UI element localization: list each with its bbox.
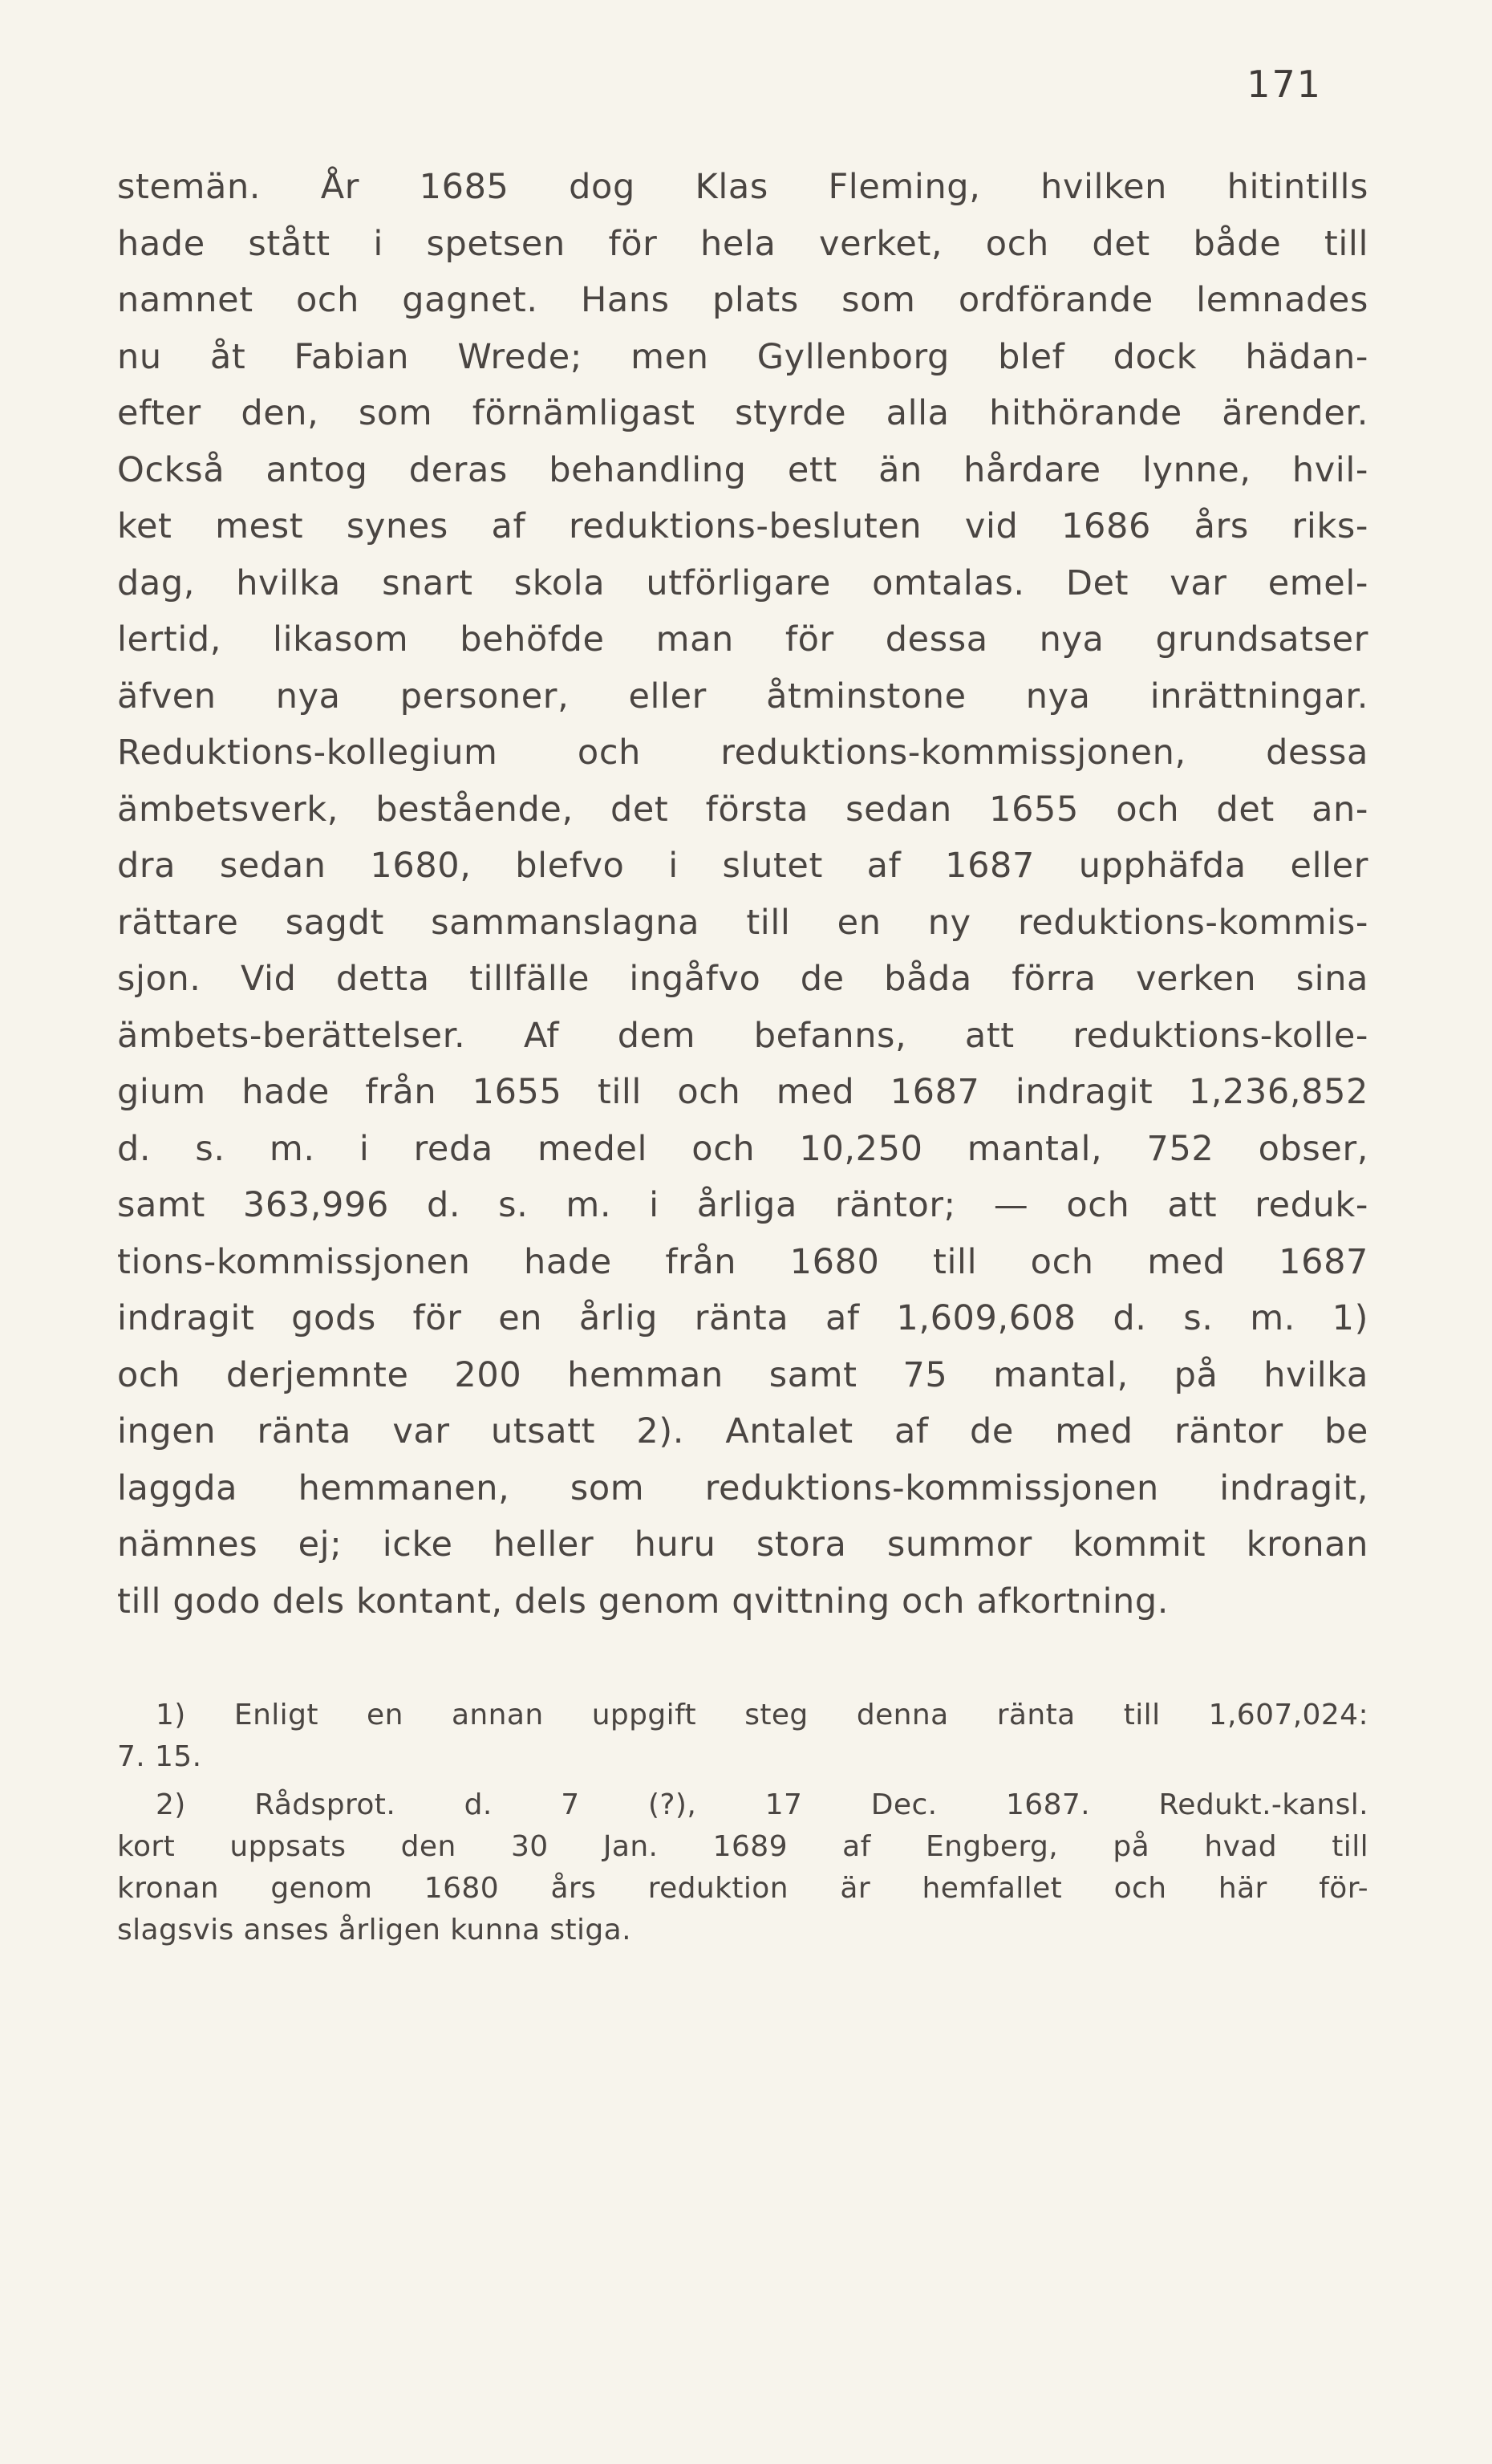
body-line: ämbetsverk, bestående, det första sedan 1655 och det an- (117, 789, 1368, 830)
footnote-2-line: kort uppsats den 30 Jan. 1689 af Engberg, på hvad till (117, 1830, 1368, 1863)
body-line: ämbets-berättelser. Af dem befanns, att reduktions-kolle- (117, 1015, 1368, 1056)
footnote-2-line: slagsvis anses årligen kunna stiga. (117, 1914, 631, 1946)
body-line: Reduktions-kollegium och reduktions-kommissjonen, dessa (117, 733, 1368, 773)
footnotes (117, 1695, 1368, 1951)
body-line: laggda hemmanen, som reduktions-kommissjonen indragit, (117, 1467, 1368, 1508)
body-text (117, 159, 1368, 1630)
body-line: Också antog deras behandling ett än hårdare lynne, hvil- (117, 449, 1368, 490)
page-number: 171 (1247, 63, 1322, 106)
body-line: tions-kommissjonen hade från 1680 till och med 1687 (117, 1241, 1368, 1282)
body-line: nu åt Fabian Wrede; men Gyllenborg blef dock hädan- (117, 336, 1368, 377)
footnote-2-line: kronan genom 1680 års reduktion är hemfallet och här för- (117, 1872, 1368, 1905)
body-line: rättare sagdt sammanslagna till en ny reduktions-kommis- (117, 902, 1368, 943)
body-line: lertid, likasom behöfde man för dessa nya grundsatser (117, 619, 1368, 660)
footnote-1-line: 1) Enligt en annan uppgift steg denna ränta till 1,607,024: (156, 1699, 1368, 1731)
body-line: och derjemnte 200 hemman samt 75 mantal, på hvilka (117, 1354, 1368, 1395)
body-line: stemän. År 1685 dog Klas Fleming, hvilken hitintills (117, 167, 1368, 207)
body-line: d. s. m. i reda medel och 10,250 mantal, 752 obser, (117, 1128, 1368, 1169)
footnote-1-line: 7. 15. (117, 1740, 202, 1773)
body-line: sjon. Vid detta tillfälle ingåfvo de båda förra verken sina (117, 959, 1368, 999)
body-line: namnet och gagnet. Hans plats som ordförande lemnades (117, 280, 1368, 320)
body-line: äfven nya personer, eller åtminstone nya inrättningar. (117, 676, 1368, 716)
footnote-gap (117, 1778, 1368, 1784)
body-line: samt 363,996 d. s. m. i årliga räntor; — och att reduk- (117, 1185, 1368, 1225)
body-line-last: till godo dels kontant, dels genom qvittning och afkortning. (117, 1581, 1170, 1622)
body-line: dra sedan 1680, blefvo i slutet af 1687 upphäfda eller (117, 846, 1368, 886)
body-line: nämnes ej; icke heller huru stora summor kommit kronan (117, 1524, 1368, 1565)
body-line: indragit gods för en årlig ränta af 1,609,608 d. s. m. 1) (117, 1298, 1368, 1338)
body-line: ket mest synes af reduktions-besluten vid 1686 års riks- (117, 506, 1368, 546)
body-line: ingen ränta var utsatt 2). Antalet af de med räntor be (117, 1411, 1368, 1451)
footnote-2-line: 2) Rådsprot. d. 7 (?), 17 Dec. 1687. Redukt.-kansl. (156, 1788, 1368, 1821)
body-line: dag, hvilka snart skola utförligare omtalas. Det var emel- (117, 562, 1368, 603)
body-line: efter den, som förnämligast styrde alla hithörande ärender. (117, 393, 1368, 433)
body-line: hade stått i spetsen för hela verket, och det både till (117, 223, 1368, 264)
body-line: gium hade från 1655 till och med 1687 indragit 1,236,852 (117, 1072, 1368, 1112)
